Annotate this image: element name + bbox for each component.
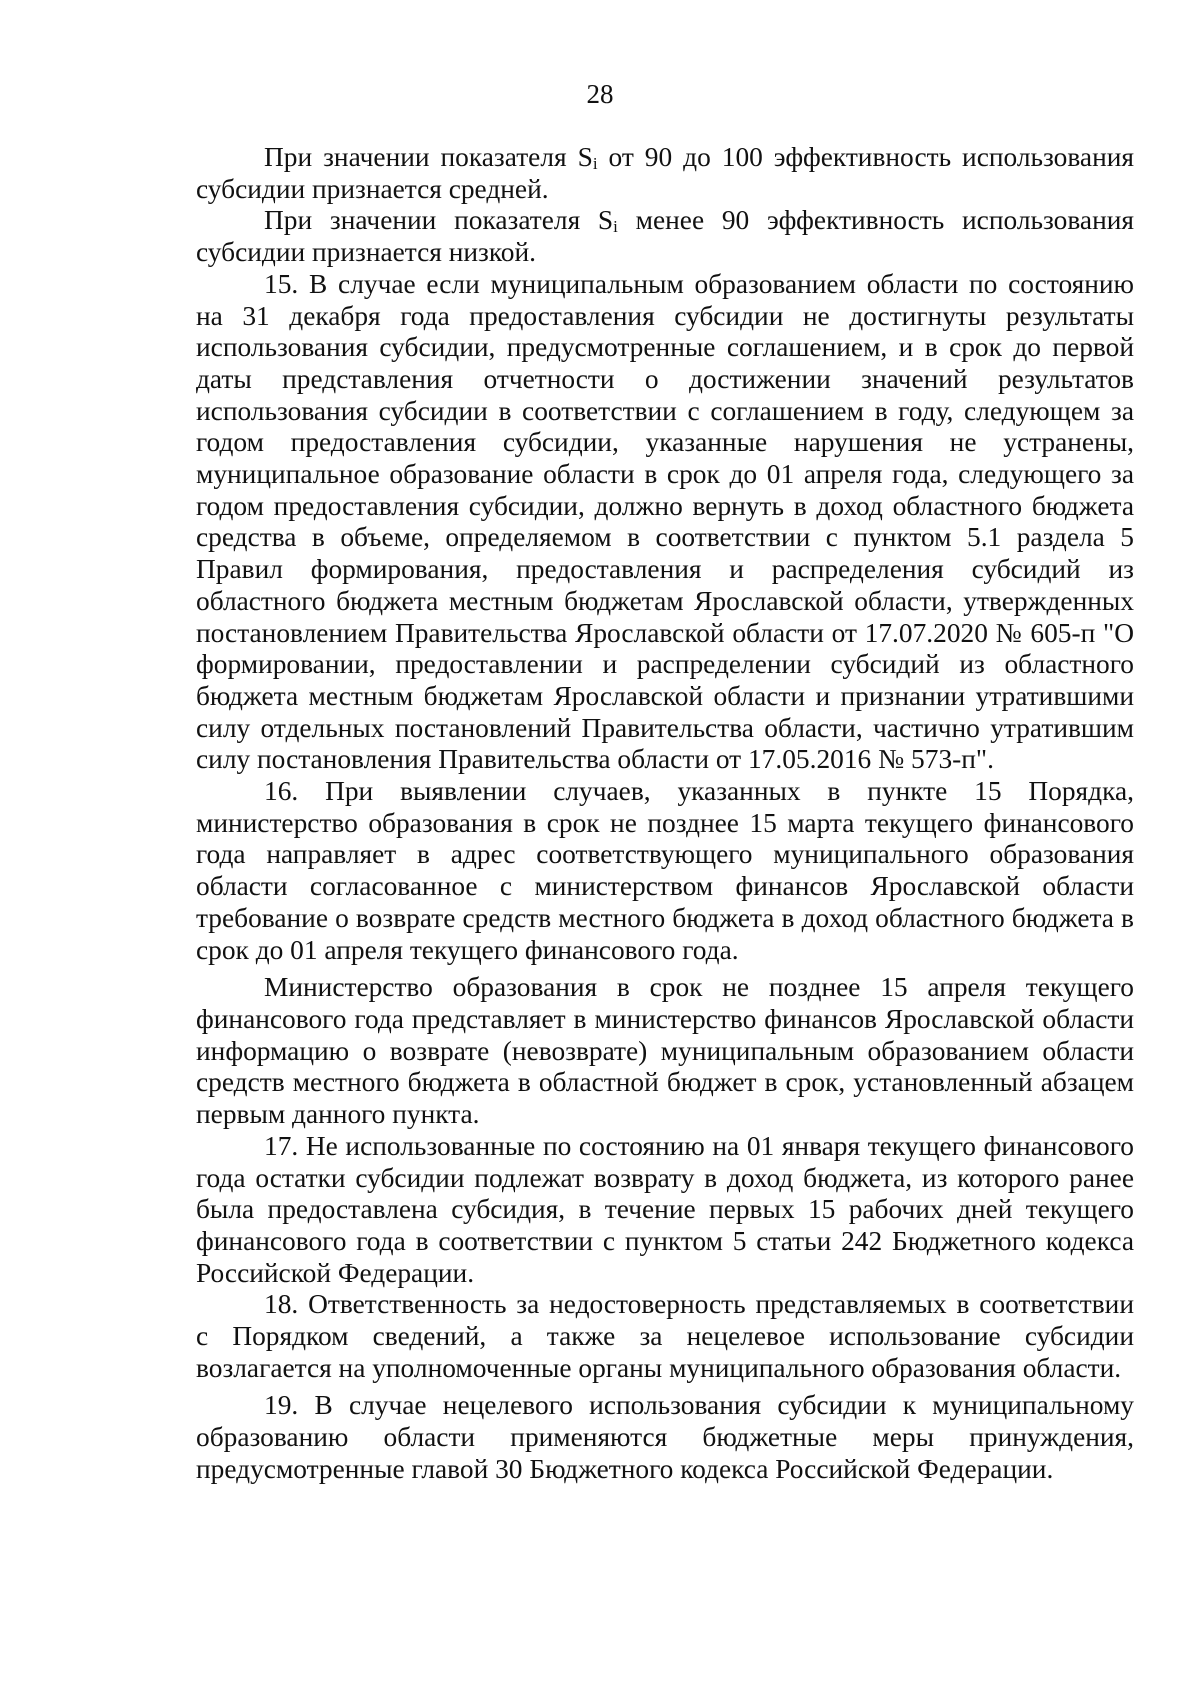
index-subscript: i <box>613 217 618 237</box>
paragraph-clause-16: 16. При выявлении случаев, указанных в пункте 15 Порядка, министерство образования в срок не позднее 15 марта текущего финансового года направляет в адрес соответствующего муниципального образования области согласованное с министерством финансов Ярославской области требование о возврате средств местного бюджета в доход областного бюджета в срок до 01 апреля текущего финансового года. <box>196 776 1134 965</box>
paragraph-clause-17: 17. Не использованные по состоянию на 01 января текущего финансового года остатки субсидии подлежат возврату в доход бюджета, из которого ранее была предоставлена субсидия, в течение первых 15 рабочих дней текущего финансового года в соответствии с пунктом 5 статьи 242 Бюджетного кодекса Российской Федерации. <box>196 1130 1134 1288</box>
paragraph-efficiency-low <box>196 205 1134 268</box>
paragraph-efficiency-medium <box>196 142 1134 205</box>
document-body <box>196 142 1134 1486</box>
paragraph-text-start: При значении показателя S <box>264 142 593 172</box>
paragraph-clause-15: 15. В случае если муниципальным образованием области по состоянию на 31 декабря года предоставления субсидии не достигнуты результаты использования субсидии, предусмотренные соглашением, и в срок до первой даты представления отчетности о достижении значений результатов использования субсидии в соответствии с соглашением в году, следующем за годом предоставления субсидии, указанные нарушения не устранены, муниципальное образование области в срок до 01 апреля года, следующего за годом предоставления субсидии, должно вернуть в доход областного бюджета средства в объеме, определяемом в соответствии с пунктом 5.1 раздела 5 Правил формирования, предоставления и распределения субсидий из областного бюджета местным бюджетам Ярославской области, утвержденных постановлением Правительства Ярославской области от 17.07.2020 № 605-п "О формировании, предоставлении и распределении субсидий из областного бюджета местным бюджетам Ярославской области и признании утратившими силу отдельных постановлений Правительства области, частично утратившим силу постановления Правительства области от 17.05.2016 № 573-п". <box>196 268 1134 775</box>
index-subscript: i <box>592 154 598 174</box>
paragraph-text-end: менее 90 эффективность использования субсидии признается низкой. <box>196 205 1134 268</box>
page-number: 28 <box>586 79 614 109</box>
paragraph-ministry-info: Министерство образования в срок не позднее 15 апреля текущего финансового года представляет в министерство финансов Ярославской области информацию о возврате (невозврате) муниципальным образованием области средств местного бюджета в областной бюджет в срок, установленный абзацем первым данного пункта. <box>196 972 1134 1130</box>
paragraph-clause-18: 18. Ответственность за недостоверность представляемых в соответствии с Порядком сведений, а также за нецелевое использование субсидии возлагается на уполномоченные органы муниципального образования области. <box>196 1289 1134 1383</box>
paragraph-text-end: от 90 до 100 эффективность использования субсидии признается средней. <box>196 142 1134 204</box>
paragraph-text-start: При значении показателя S <box>264 205 614 236</box>
paragraph-clause-19: 19. В случае нецелевого использования субсидии к муниципальному образованию области применяются бюджетные меры принуждения, предусмотренные главой 30 Бюджетного кодекса Российской Федерации. <box>196 1390 1134 1484</box>
